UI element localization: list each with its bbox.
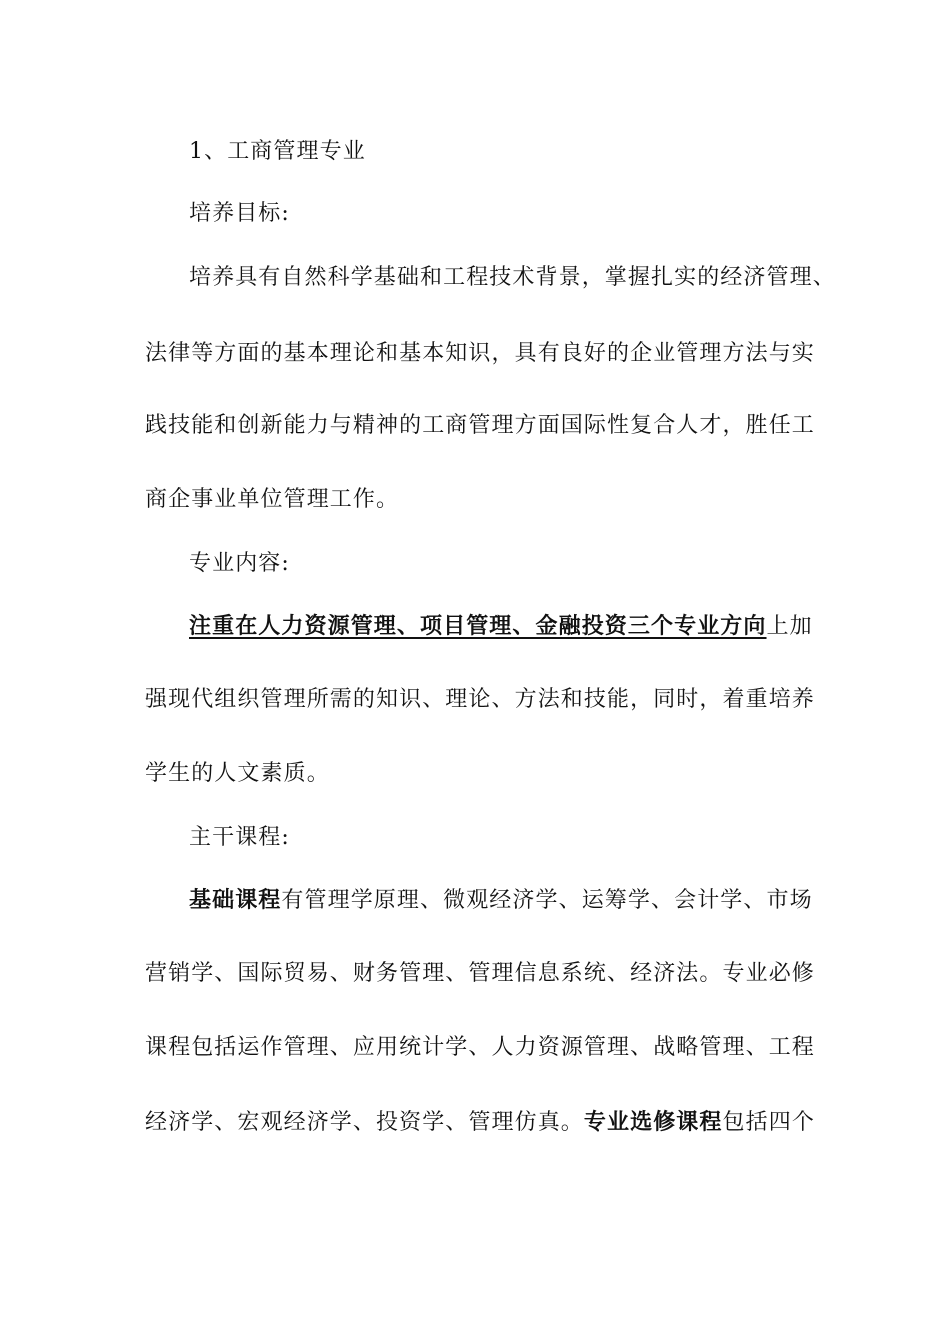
goal-paragraph-line xyxy=(145,411,815,441)
section-heading xyxy=(189,137,366,167)
goal-line-2: 法律等方面的基本理论和基本知识，具有良好的企业管理方法与实 xyxy=(145,341,815,366)
courses-line-4-b: 包括四个 xyxy=(722,1110,815,1135)
courses-line-4-a: 经济学、宏观经济学、投资学、管理仿真。 xyxy=(145,1110,584,1135)
courses-emphasis-elective: 专业选修课程 xyxy=(583,1109,723,1135)
goal-paragraph-line xyxy=(189,263,836,293)
goal-paragraph-line xyxy=(145,485,399,515)
content-paragraph-line xyxy=(189,611,813,642)
content-line-3: 学生的人文素质。 xyxy=(145,761,330,786)
content-paragraph-line xyxy=(145,759,330,789)
courses-paragraph-line xyxy=(145,959,815,989)
content-emphasis: 注重在人力资源管理、项目管理、金融投资三个专业方向 xyxy=(189,613,767,639)
goal-label-text: 培养目标: xyxy=(189,201,290,226)
goal-label xyxy=(189,199,290,229)
goal-line-3: 践技能和创新能力与精神的工商管理方面国际性复合人才，胜任工 xyxy=(145,413,815,438)
content-label-text: 专业内容: xyxy=(189,551,290,576)
courses-line-1-rest: 有管理学原理、微观经济学、运筹学、会计学、市场 xyxy=(281,888,813,913)
goal-paragraph-line xyxy=(145,339,815,369)
courses-paragraph-line xyxy=(145,1033,815,1063)
goal-line-1: 培养具有自然科学基础和工程技术背景，掌握扎实的经济管理、 xyxy=(189,265,836,290)
courses-emphasis-basic: 基础课程 xyxy=(189,887,282,913)
courses-line-2: 营销学、国际贸易、财务管理、管理信息系统、经济法。专业必修 xyxy=(145,961,815,986)
content-line-2: 强现代组织管理所需的知识、理论、方法和技能，同时，着重培养 xyxy=(145,687,815,712)
courses-label xyxy=(189,823,290,853)
courses-line-3: 课程包括运作管理、应用统计学、人力资源管理、战略管理、工程 xyxy=(145,1035,815,1060)
goal-line-4: 商企事业单位管理工作。 xyxy=(145,487,400,512)
courses-label-text: 主干课程: xyxy=(189,825,290,850)
content-paragraph-line xyxy=(145,685,815,715)
courses-paragraph-line xyxy=(145,1107,815,1138)
courses-paragraph-line xyxy=(189,885,813,916)
content-line-1-rest: 上加 xyxy=(766,614,813,639)
section-heading-text: 1、工商管理专业 xyxy=(189,139,366,164)
content-label xyxy=(189,549,290,579)
